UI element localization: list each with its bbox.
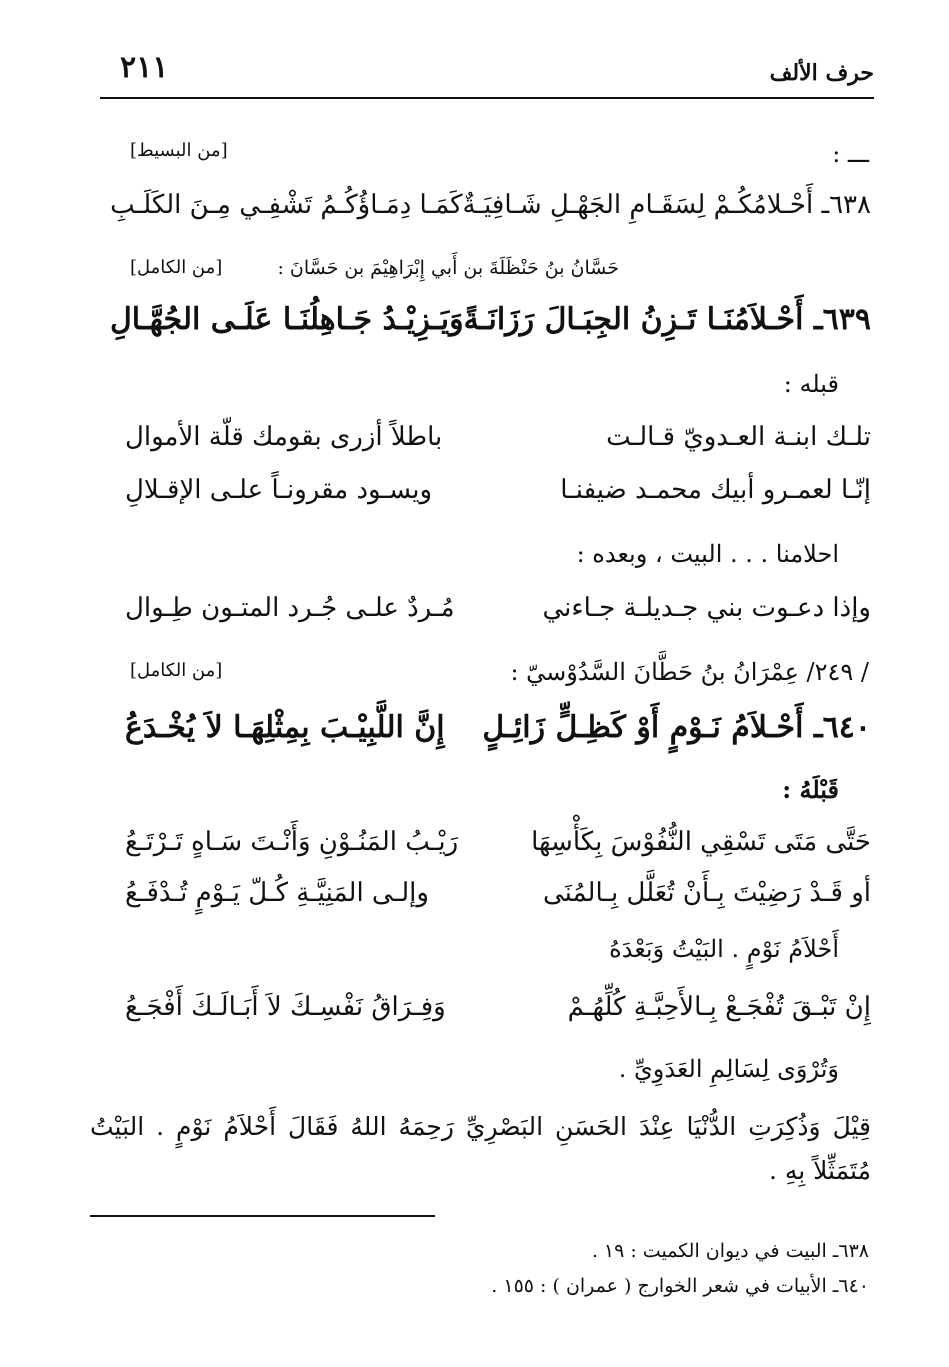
entry-638-verse [110, 190, 871, 220]
entry-640-after-label: أَحْلاَمُ نَوْمٍ . البَيْتُ وَبَعْدَهُ [609, 935, 839, 963]
verse-second-hemistich: إِنَّ اللَّبِيْـبَ بِمِثْلِهَـا لاَ يُخْـدَعُ [125, 710, 445, 745]
verse-first-hemistich: حَتَّى مَتَى تَسْقِي النُّفُوْسَ بِكَأْسِهَا [531, 827, 871, 857]
verse-second-hemistich: باطلاً أزرى بقومك قلّة الأموال [125, 422, 443, 452]
verse-first-hemistich: تلـك ابنـة العـدويّ قـالـت [606, 422, 871, 452]
verse-second-hemistich: رَيْـبُ المَنُـوْنِ وَأَنْـتَ سَـاهٍ تَـرْتَـعُ [125, 827, 459, 857]
entry-640-verse [125, 710, 871, 745]
verse-first-hemistich: ٦٣٩ـ أَحْـلاَمُنَـا تَـزِنُ الجِبَـالَ رَزَانَـةً [463, 302, 871, 337]
entry-638-meter: [من البسيط] [130, 140, 228, 161]
entry-640-poet: / ٢٤٩/ عِمْرَانُ بنُ حَطَّانَ السَّدُوْسيّ : [510, 658, 869, 686]
header-rule [100, 97, 874, 99]
verse-second-hemistich: مُـردٌ علـى جُـرد المتـون طِـوال [125, 593, 455, 623]
page-number: ٢١١ [120, 50, 169, 85]
entry-639-after-verse-1 [125, 593, 871, 623]
verse-first-hemistich: وإذا دعـوت بني جـديلـة جـاءني [542, 593, 871, 623]
entry-640-before-verse-2 [125, 878, 871, 908]
footnote-rule [90, 1215, 435, 1217]
verse-second-hemistich: وَيَـزِيْـدُ جَـاهِلُنَـا عَلَـى الجُهَّـالِ [109, 302, 464, 337]
entry-638-intro: ـــ : [832, 140, 869, 168]
verse-second-hemistich: وإلـى المَنِيَّـةِ كُـلّ يَـوْمٍ تُـدْفَـعُ [125, 878, 429, 908]
entry-639-poet: حَسَّانُ بنُ حَنْظَلَةَ بن أَبي إِبْرَاهِيْمَ بن حَسَّانَ : [277, 257, 619, 279]
chapter-title: حرف الألف [769, 60, 874, 86]
entry-639-before-verse-1 [125, 422, 871, 452]
entry-640-attribution: وَتُرْوَى لِسَالِمِ العَدَوِيِّ . [618, 1055, 839, 1083]
entry-640-before-label: قَبْلَهُ : [782, 775, 839, 804]
entry-639-before-label: قبله : [783, 370, 839, 398]
footnote-640: ٦٤٠ـ الأبيات في شعر الخوارج ( عمران ) : ١٥٥ . [491, 1275, 869, 1297]
footnote-638: ٦٣٨ـ البيت في ديوان الكميت : ١٩ . [591, 1240, 869, 1262]
verse-second-hemistich: كَمَـا دِمَـاؤُكُـمُ تَشْفِـي مِـنَ الكَلَـبِ [110, 190, 463, 220]
verse-first-hemistich: إنّـا لعمـرو أبيك محمـد ضيفنـا [560, 475, 871, 505]
entry-640-before-verse-1 [125, 827, 871, 857]
verse-second-hemistich: ويسـود مقرونـاً علـى الإقـلالِ [125, 475, 433, 505]
verse-second-hemistich: وَفِـرَاقُ نَفْسِـكَ لاَ أَبَـالَـكَ أَفْجَـعُ [125, 992, 446, 1022]
verse-first-hemistich: ٦٣٨ـ أَحْـلامُكُـمْ لِسَقَـامِ الجَهْـلِ شَـافِيَـةٌ [462, 190, 871, 220]
entry-639-meter: [من الكامل] [130, 257, 223, 278]
entry-640-meter: [من الكامل] [130, 660, 223, 681]
entry-639-verse [109, 302, 871, 337]
entry-639-before-verse-2 [125, 475, 871, 505]
verse-first-hemistich: إِنْ تَبْـقَ تُفْجَـعْ بِـالأَحِبَّـةِ كُلِّهُـمْ [567, 992, 871, 1022]
entry-640-after-verse-1 [125, 992, 871, 1022]
entry-639-after-label: احلامنا . . . البيت ، وبعده : [576, 540, 839, 568]
entry-640-anecdote: قِيْلَ وَذُكِرَتِ الدُّنْيَا عِنْدَ الحَسَنِ البَصْرِيِّ رَحِمَهُ اللهُ فَقَالَ أَحْلاَمُ نَوْمٍ . البَيْتُ مُتَمَثِّلاً بِهِ . [90, 1112, 871, 1185]
verse-first-hemistich: ٦٤٠ـ أَحْـلاَمُ نَـوْمٍ أَوْ كَظِـلٍّ زَائِـلٍ [482, 710, 871, 745]
running-header [100, 50, 874, 86]
verse-first-hemistich: أو قَـدْ رَضِيْتَ بِـأَنْ تُعَلَّل بِـالمُنَى [543, 878, 871, 908]
